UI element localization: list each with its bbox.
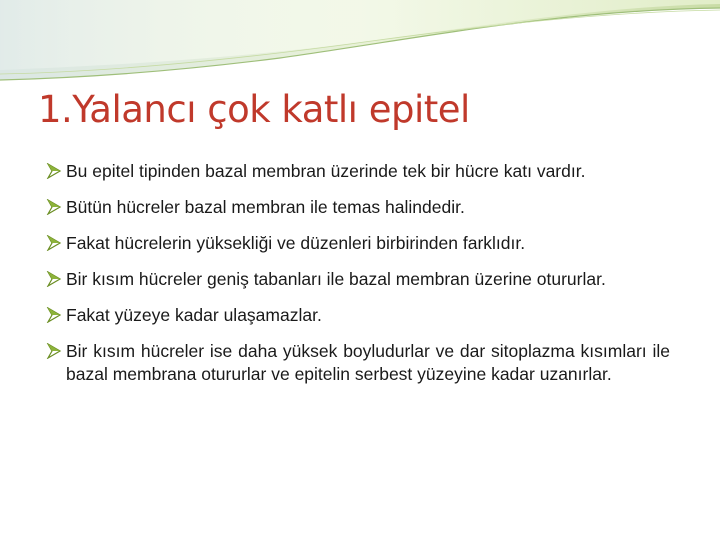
list-item <box>46 196 670 219</box>
arrow-bullet-icon <box>46 199 62 215</box>
bullet-list <box>46 160 670 399</box>
bullet-text: Fakat yüzeye kadar ulaşamazlar. <box>66 305 322 325</box>
slide-title: 1.Yalancı çok katlı epitel <box>38 88 470 131</box>
bullet-text: Bir kısım hücreler geniş tabanları ile bazal membran üzerine otururlar. <box>66 269 606 289</box>
bullet-text: Bu epitel tipinden bazal membran üzerinde tek bir hücre katı vardır. <box>66 161 586 181</box>
header-wave-banner <box>0 0 720 90</box>
list-item <box>46 340 670 386</box>
arrow-bullet-icon <box>46 163 62 179</box>
arrow-bullet-icon <box>46 271 62 287</box>
list-item <box>46 268 670 291</box>
list-item <box>46 160 670 183</box>
bullet-text: Bütün hücreler bazal membran ile temas halindedir. <box>66 197 465 217</box>
arrow-bullet-icon <box>46 343 62 359</box>
arrow-bullet-icon <box>46 235 62 251</box>
list-item <box>46 304 670 327</box>
bullet-text: Fakat hücrelerin yüksekliği ve düzenleri birbirinden farklıdır. <box>66 233 526 253</box>
arrow-bullet-icon <box>46 307 62 323</box>
bullet-text: Bir kısım hücreler ise daha yüksek boyludurlar ve dar sitoplazma kısımları ile bazal membrana otururlar ve epitelin serbest yüzeyine kadar uzanırlar. <box>66 341 670 384</box>
list-item <box>46 232 670 255</box>
